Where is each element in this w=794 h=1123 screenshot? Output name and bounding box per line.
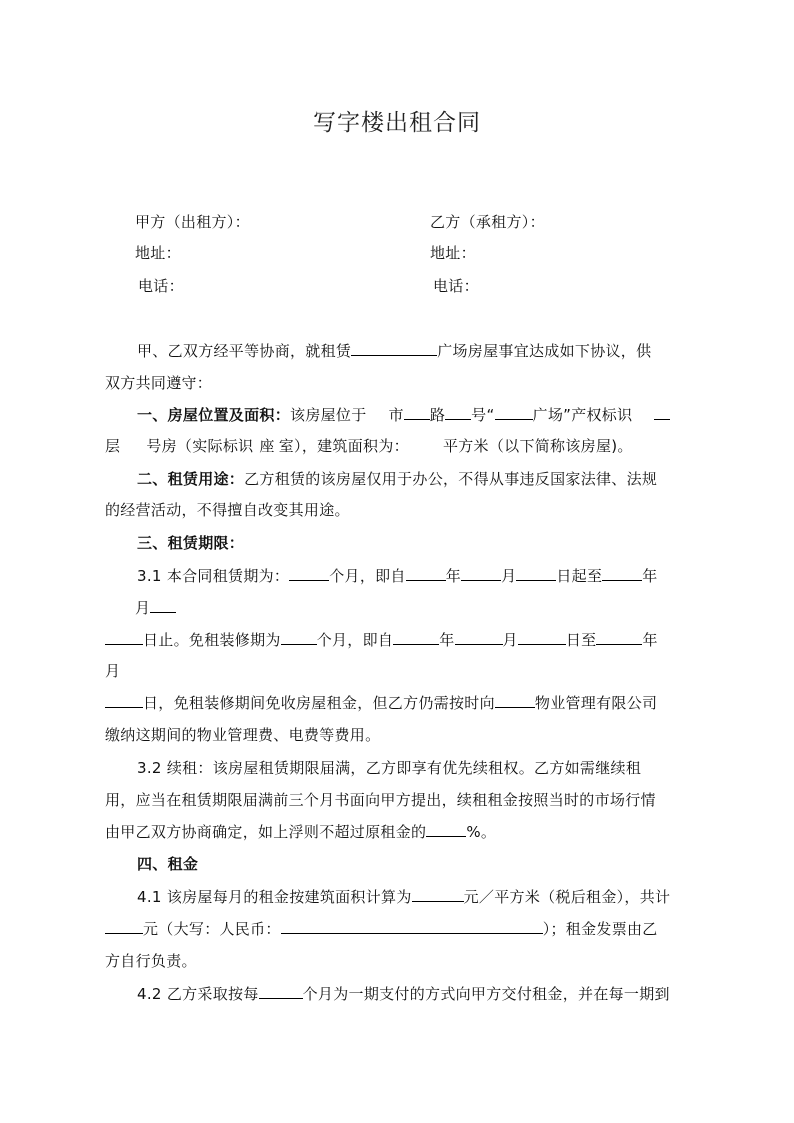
- blank-road: [404, 405, 430, 420]
- blank-rent-per-sqm: [412, 887, 464, 902]
- blank-rent-total: [105, 919, 143, 934]
- party-a-label: 甲方（出租方）：: [135, 213, 250, 231]
- clause-text: 日，免租装修期间免收房屋租金，但乙方仍需按时向: [143, 694, 495, 712]
- blank-free-end-day: [105, 693, 143, 708]
- section2-line-1: [137, 469, 657, 489]
- blank-free-months: [281, 630, 317, 645]
- clause-text: 由甲乙双方协商确定，如上浮则不超过原租金的: [105, 823, 427, 841]
- document-title: 写字楼出租合同: [313, 110, 481, 136]
- section1-text: 平方米（以下简称该房屋)。: [442, 437, 633, 455]
- blank-free-start-day: [518, 630, 566, 645]
- clause-3-2-line-2: 用，应当在租赁期限届满前三个月书面向甲方提出，续租租金按照当时的市场行情: [105, 791, 656, 809]
- clause-text: 月: [501, 567, 517, 585]
- clause-text: 个月，即自: [329, 567, 406, 585]
- clause-text: 日至: [565, 631, 597, 649]
- clause-text: 3.1 本合同租赁期为：: [137, 567, 290, 585]
- blank-end-month: [150, 598, 176, 613]
- intro-text: 广场房屋事宜达成如下协议，供: [437, 342, 652, 360]
- clause-text: %。: [466, 823, 497, 841]
- clause-3-1-line-6: 缴纳这期间的物业管理费、电费等费用。: [105, 726, 381, 744]
- clause-3-1-line-5: [105, 693, 657, 713]
- clause-text: 4.1 该房屋每月的租金按建筑面积计算为: [137, 888, 412, 906]
- clause-text: 月: [135, 599, 151, 617]
- party-a-address-label: 地址：: [135, 244, 181, 262]
- party-b-phone-label: 电话：: [433, 277, 479, 295]
- blank-property-company: [495, 693, 535, 708]
- blank-start-day: [516, 566, 556, 581]
- intro-line-2: 双方共同遵守：: [105, 374, 213, 392]
- blank-free-end-year: [596, 630, 642, 645]
- clause-text: 年: [439, 631, 455, 649]
- section1-text: 市: [388, 406, 404, 424]
- party-a-phone-label: 电话：: [138, 277, 184, 295]
- blank-number: [445, 405, 471, 420]
- blank-plaza: [495, 405, 533, 420]
- clause-4-2-line-1: [137, 984, 670, 1004]
- section2-text: 乙方租赁的该房屋仅用于办公，不得从事违反国家法律、法规: [244, 470, 658, 488]
- clause-3-1-line-2: [135, 598, 176, 618]
- blank-rent-cap-percent: [426, 822, 466, 837]
- intro-text: 甲、乙双方经平等协商，就租赁: [137, 342, 352, 360]
- clause-text: 日起至: [556, 567, 603, 585]
- blank-payment-period: [259, 984, 303, 999]
- clause-3-1-line-4: 月: [105, 662, 121, 680]
- clause-text: 4.2 乙方采取按每: [137, 985, 259, 1003]
- party-b-address-label: 地址：: [430, 244, 476, 262]
- clause-text: 年: [642, 631, 658, 649]
- section1-text: 广场”产权标识: [532, 406, 633, 424]
- clause-text: 年: [642, 567, 658, 585]
- section2-heading: 二、租赁用途：: [137, 470, 245, 488]
- section1-text: 路: [429, 406, 446, 424]
- section1-line-2: [105, 436, 633, 456]
- blank-start-month: [461, 566, 501, 581]
- clause-4-1-line-2: [105, 919, 658, 939]
- clause-text: ）；租金发票由乙: [542, 920, 658, 938]
- clause-text: 月: [502, 631, 518, 649]
- section1-line-1: [137, 405, 670, 425]
- blank-lease-months: [289, 566, 329, 581]
- section1-text: 该房屋位于: [290, 406, 367, 424]
- section1-text: 层: [105, 437, 121, 455]
- party-b-label: 乙方（承租方）：: [430, 213, 545, 231]
- section1-heading: 一、房屋位置及面积：: [137, 406, 291, 424]
- intro-line-1: [137, 341, 651, 361]
- clause-text: 个月，即自: [316, 631, 394, 649]
- clause-text: 个月为一期支付的方式向甲方交付租金，并在每一期到: [302, 985, 670, 1003]
- clause-text: 年: [445, 567, 462, 585]
- clause-text: 日止。免租装修期为: [143, 631, 281, 649]
- blank-free-start-year: [393, 630, 439, 645]
- blank-start-year: [406, 566, 446, 581]
- clause-text: 元（大写：人民币：: [143, 920, 281, 938]
- blank-plaza-name: [351, 341, 437, 356]
- blank-free-start-month: [455, 630, 503, 645]
- clause-text: 物业管理有限公司: [534, 694, 658, 712]
- section1-text: 室），建筑面积为：: [278, 437, 409, 455]
- section3-heading: 三、租赁期限：: [137, 534, 245, 552]
- clause-4-1-line-3: 方自行负责。: [105, 952, 197, 970]
- clause-4-1-line-1: [137, 887, 670, 907]
- clause-text: 元／平方米（税后租金），共计: [463, 888, 671, 906]
- blank-end-year: [602, 566, 642, 581]
- section1-text: 座: [259, 437, 275, 455]
- section1-text: 号“: [471, 406, 495, 424]
- blank-end-day: [105, 630, 143, 645]
- clause-3-1-line-1: [137, 566, 658, 586]
- blank-floor: [654, 405, 670, 420]
- clause-3-2-line-3: [105, 822, 496, 842]
- blank-rent-in-words: [281, 919, 543, 934]
- section2-line-2: 的经营活动，不得擅自改变其用途。: [105, 501, 350, 519]
- clause-3-1-line-3: [105, 630, 658, 650]
- clause-3-2-line-1: 3.2 续租：该房屋租赁期限届满，乙方即享有优先续租权。乙方如需继续租: [137, 759, 642, 777]
- section4-heading: 四、租金: [137, 855, 199, 873]
- section1-text: 号房（实际标识: [146, 437, 254, 455]
